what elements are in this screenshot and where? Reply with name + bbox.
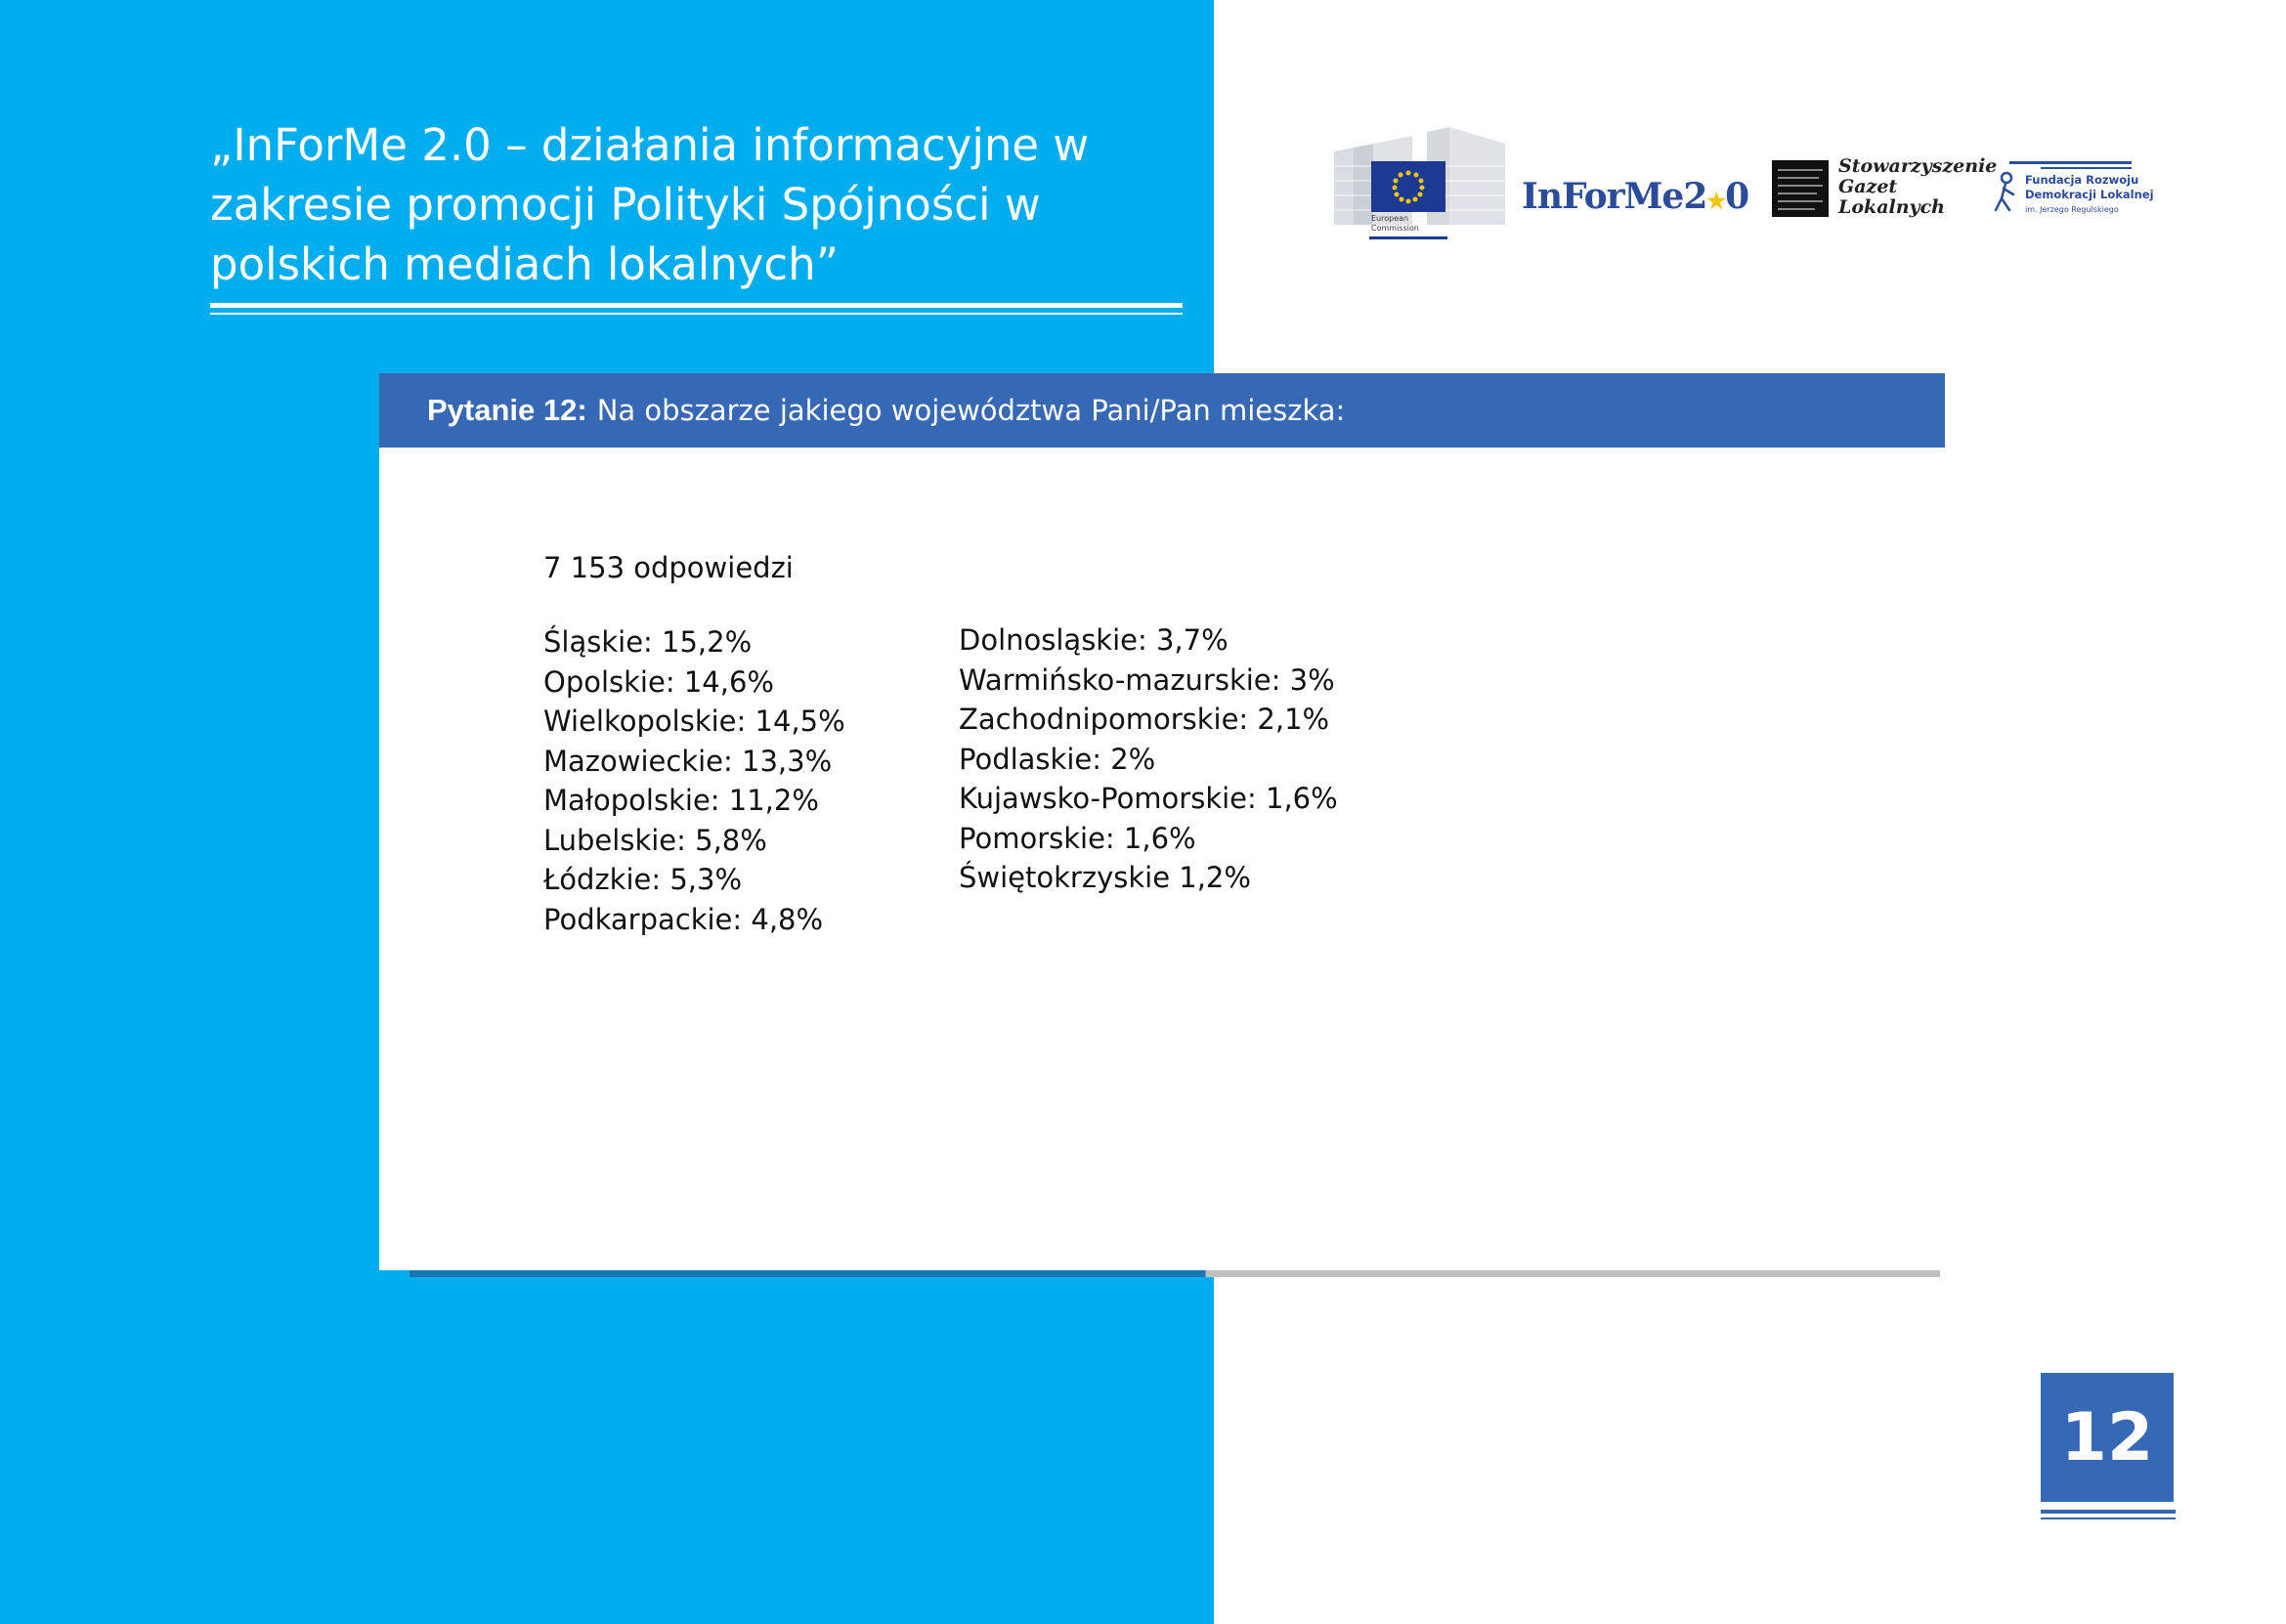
newspaper-icon [1772,160,1829,217]
result-item: Zachodnipomorskie: 2,1% [959,703,1330,736]
informe-logo-suffix: 0 [1725,176,1749,217]
result-item: Pomorskie: 1,6% [959,821,1196,855]
result-item: Opolskie: 14,6% [543,664,774,699]
results-column-right [959,620,1338,898]
result-item: Podkarpackie: 4,8% [543,902,824,936]
informe-logo-text: InForMe2 [1522,176,1707,217]
title-underline [210,303,1183,308]
sgl-line-2: Gazet [1838,176,1898,197]
fundacja-rozwoju-logo [1994,161,2165,230]
result-item: Lubelskie: 5,8% [543,823,767,857]
frdl-line-3: im. Jerzego Regulskiego [2025,205,2119,214]
result-item: Mazowieckie: 13,3% [543,744,833,778]
question-label: Pytanie 12: [427,393,587,427]
result-item: Warmińsko-mazurskie: 3% [959,662,1335,697]
page-number-underline [2041,1510,2176,1514]
ec-text-2: Commission [1371,224,1419,233]
sgl-line-1: Stowarzyszenie [1838,155,1998,177]
response-count: 7 153 odpowiedzi [543,551,794,584]
document-title: „InForMe 2.0 – działania informacyjne w zakresie promocji Polityki Spójności w polskich mediach lokalnych” [210,119,1090,290]
title-underline-thin [210,313,1183,315]
partner-logos [1334,122,2175,249]
result-item: Dolnosląskie: 3,7% [959,623,1229,657]
question-text: Na obszarze jakiego województwa Pani/Pan mieszka: [596,394,1346,427]
sgl-text [1838,156,1997,218]
sgl-line-3: Lokalnych [1838,196,1945,218]
result-item: Kujawsko-Pomorskie: 1,6% [959,782,1338,815]
result-item: Śląskie: 15,2% [543,625,753,659]
result-item: Świętokrzyskie 1,2% [959,861,1251,894]
question-card [379,373,1945,1270]
informe-logo [1522,176,1748,217]
star-icon: ★ [1706,189,1726,214]
result-item: Podlaskie: 2% [959,742,1156,776]
question-header [379,373,1945,448]
stowarzyszenie-gazet-lokalnych-logo [1772,156,1997,225]
page-number: 12 [2041,1373,2174,1502]
result-item: Łódzkie: 5,3% [543,863,743,896]
frdl-text [2025,173,2154,217]
card-shadow [410,1270,1940,1277]
european-commission-logo [1334,122,1505,244]
result-item: Małopolskie: 11,2% [543,784,819,817]
result-item: Wielkopolskie: 14,5% [543,705,845,738]
frdl-line-1: Fundacja Rozwoju [2025,173,2139,187]
page-number-underline-thin [2041,1517,2176,1519]
frdl-line-2: Demokracji Lokalnej [2025,188,2154,201]
results-column-left [543,622,845,939]
ec-text-1: European [1371,214,1409,223]
